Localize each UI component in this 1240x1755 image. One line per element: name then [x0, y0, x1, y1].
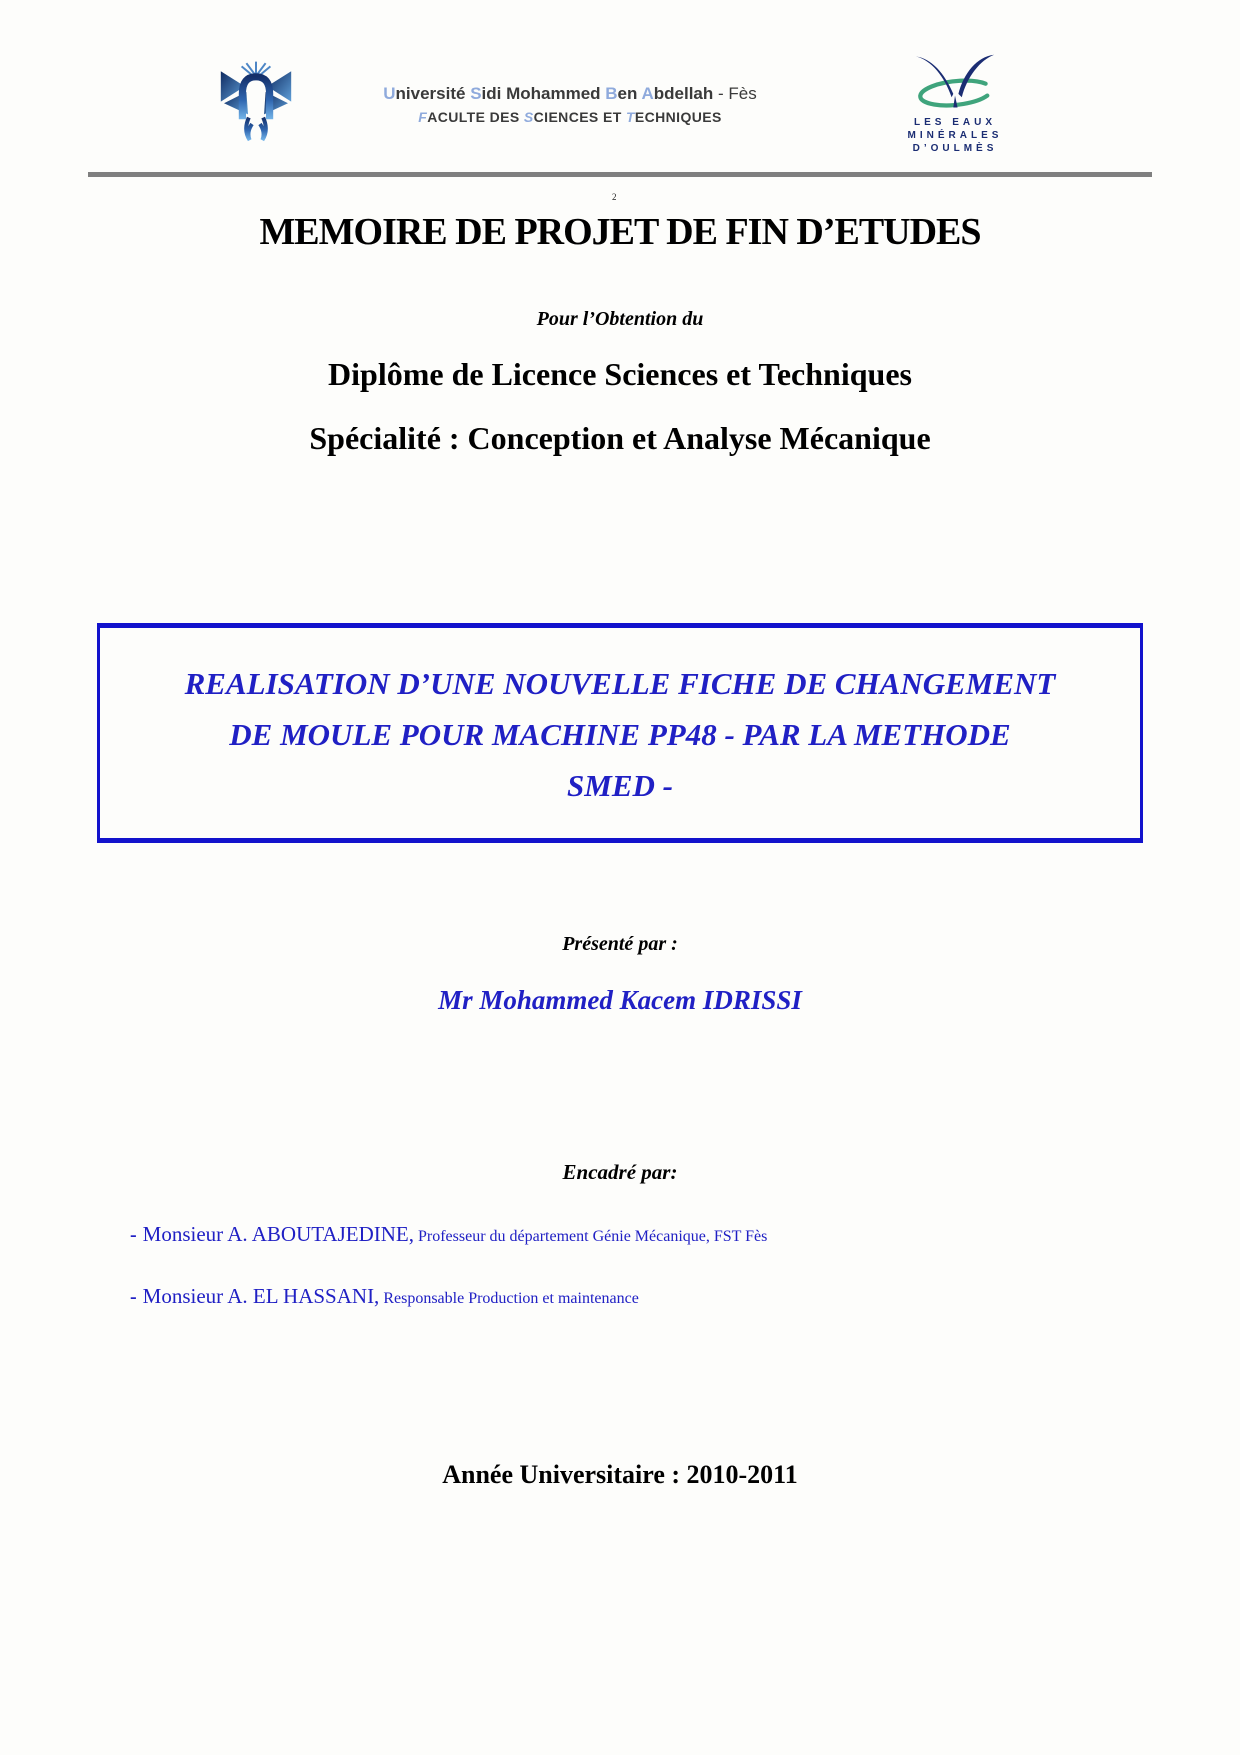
- university-emblem-icon: [216, 58, 296, 150]
- supervisor-name: Monsieur A. ABOUTAJEDINE,: [142, 1222, 414, 1246]
- supervisor-role: Responsable Production et maintenance: [379, 1290, 639, 1307]
- oulmes-logo-text-line: MINÉRALES: [907, 130, 1003, 141]
- author-name: Mr Mohammed Kacem IDRISSI: [438, 985, 802, 1015]
- supervisor-row: [130, 1284, 1140, 1309]
- oulmes-logo-text-line: LES EAUX: [913, 117, 996, 128]
- document-main-title: MEMOIRE DE PROJET DE FIN D’ETUDES: [259, 211, 981, 253]
- superscript-mark: 2: [612, 192, 617, 202]
- subject-line: DE MOULE POUR MACHINE PP48 - PAR LA METHODE: [229, 717, 1011, 752]
- supervisor-role: Professeur du département Génie Mécanique, FST Fès: [413, 1228, 768, 1245]
- header-divider-rule: [88, 172, 1152, 177]
- supervisor-dash: -: [130, 1286, 137, 1308]
- supervisor-row: [130, 1222, 1140, 1247]
- for-obtaining-label: Pour l’Obtention du: [536, 308, 704, 330]
- specialty-title: Spécialité : Conception et Analyse Mécanique: [309, 420, 931, 456]
- header-text-block: [320, 82, 820, 128]
- university-name: Université Sidi Mohammed Ben Abdellah - Fès: [383, 84, 757, 103]
- oulmes-logo: [850, 48, 1060, 166]
- supervisor-dash: -: [130, 1224, 137, 1246]
- oulmes-logo-text-line: D’OULMÈS: [912, 143, 998, 154]
- supervisor-name: Monsieur A. EL HASSANI,: [142, 1284, 380, 1308]
- fountain-icon: [895, 48, 1015, 116]
- subject-line: SMED -: [567, 768, 673, 803]
- academic-year: Année Universitaire : 2010-2011: [442, 1460, 798, 1489]
- subject-line: REALISATION D’UNE NOUVELLE FICHE DE CHANGEMENT: [184, 666, 1056, 701]
- supervised-by-label: Encadré par:: [562, 1160, 678, 1184]
- faculty-name: FACULTE DES SCIENCES ET TECHNIQUES: [418, 109, 722, 125]
- diploma-title: Diplôme de Licence Sciences et Techniques: [328, 356, 912, 392]
- presented-by-label: Présenté par :: [562, 933, 678, 955]
- subject-title-box: [97, 623, 1143, 843]
